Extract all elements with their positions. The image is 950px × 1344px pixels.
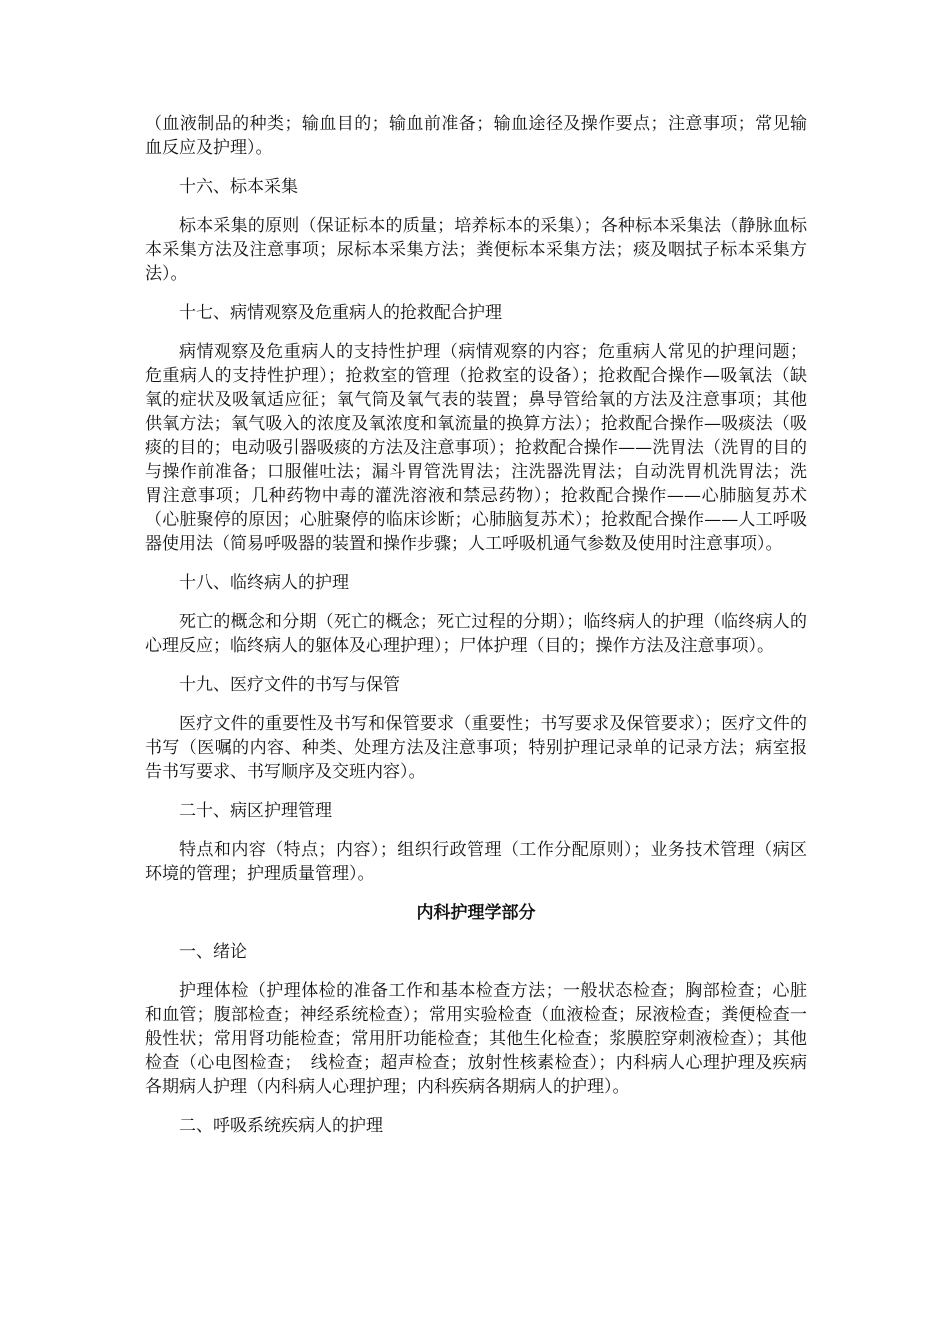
heading-1-introduction: 一、绪论 [179,942,247,962]
paragraph-specimen-collection: 标本采集的原则（保证标本的质量；培养标本的采集）；各种标本采集法（静脉血标本采集方法及注意事项；尿标本采集方法；粪便标本采集方法；痰及咽拭子标本采集方法）。 [145,216,807,284]
paragraph-introduction: 护理体检（护理体检的准备工作和基本检查方法；一般状态检查；胸部检查；心脏和血管；腹部检查；神经系统检查）；常用实验检查（血液检查；尿液检查；粪便检查一般性状；常用肾功能检查；常用肝功能检查；其他生化检查；浆膜腔穿刺液检查）；其他检查（心电图检查； 线检查；超声检查；放射性核素检查）；内科病人心理护理及疾病各期病人护理（内科病人心理护理；内科疾病各期病人的护理）。 [145,981,807,1097]
section-title-internal-medicine-nursing: 内科护理学部分 [416,903,536,923]
heading-18-terminal-care: 十八、临终病人的护理 [179,573,349,593]
paragraph-medical-records: 医疗文件的重要性及书写和保管要求（重要性；书写要求及保管要求）；医疗文件的书写（医嘱的内容、种类、处理方法及注意事项；特别护理记录单的记录方法；病室报告书写要求、书写顺序及交班内容）。 [145,714,807,782]
heading-19-medical-records: 十九、医疗文件的书写与保管 [179,675,400,695]
paragraph-terminal-care: 死亡的概念和分期（死亡的概念；死亡过程的分期）；临终病人的护理（临终病人的心理反应；临终病人的躯体及心理护理）；尸体护理（目的；操作方法及注意事项）。 [145,612,807,656]
heading-16-specimen-collection: 十六、标本采集 [179,177,298,197]
paragraph-ward-management: 特点和内容（特点；内容）；组织行政管理（工作分配原则）；业务技术管理（病区环境的管理；护理质量管理）。 [145,840,807,884]
document-page [145,112,807,1153]
paragraph-blood-transfusion-continued: （血液制品的种类；输血目的；输血前准备；输血途径及操作要点；注意事项；常见输血反应及护理）。 [145,114,807,158]
heading-20-ward-management: 二十、病区护理管理 [179,801,332,821]
heading-17-observation-emergency: 十七、病情观察及危重病人的抢救配合护理 [179,303,502,323]
heading-2-respiratory-care: 二、呼吸系统疾病人的护理 [179,1116,383,1136]
paragraph-observation-emergency: 病情观察及危重病人的支持性护理（病情观察的内容；危重病人常见的护理问题；危重病人的支持性护理）；抢救室的管理（抢救室的设备）；抢救配合操作—吸氧法（缺氧的症状及吸氧适应征；氧气筒及氧气表的装置；鼻导管给氧的方法及注意事项；其他供氧方法；氧气吸入的浓度及氧浓度和氧流量的换算方法）；抢救配合操作—吸痰法（吸痰的目的；电动吸引器吸痰的方法及注意事项）；抢救配合操作——洗胃法（洗胃的目的与操作前准备；口服催吐法；漏斗胃管洗胃法；注洗器洗胃法；自动洗胃机洗胃法；洗胃注意事项；几种药物中毒的灌洗溶液和禁忌药物）；抢救配合操作——心肺脑复苏术（心脏聚停的原因；心脏聚停的临床诊断；心肺脑复苏术）；抢救配合操作——人工呼吸器使用法（简易呼吸器的装置和操作步骤；人工呼吸机通气参数及使用时注意事项）。 [145,342,807,554]
